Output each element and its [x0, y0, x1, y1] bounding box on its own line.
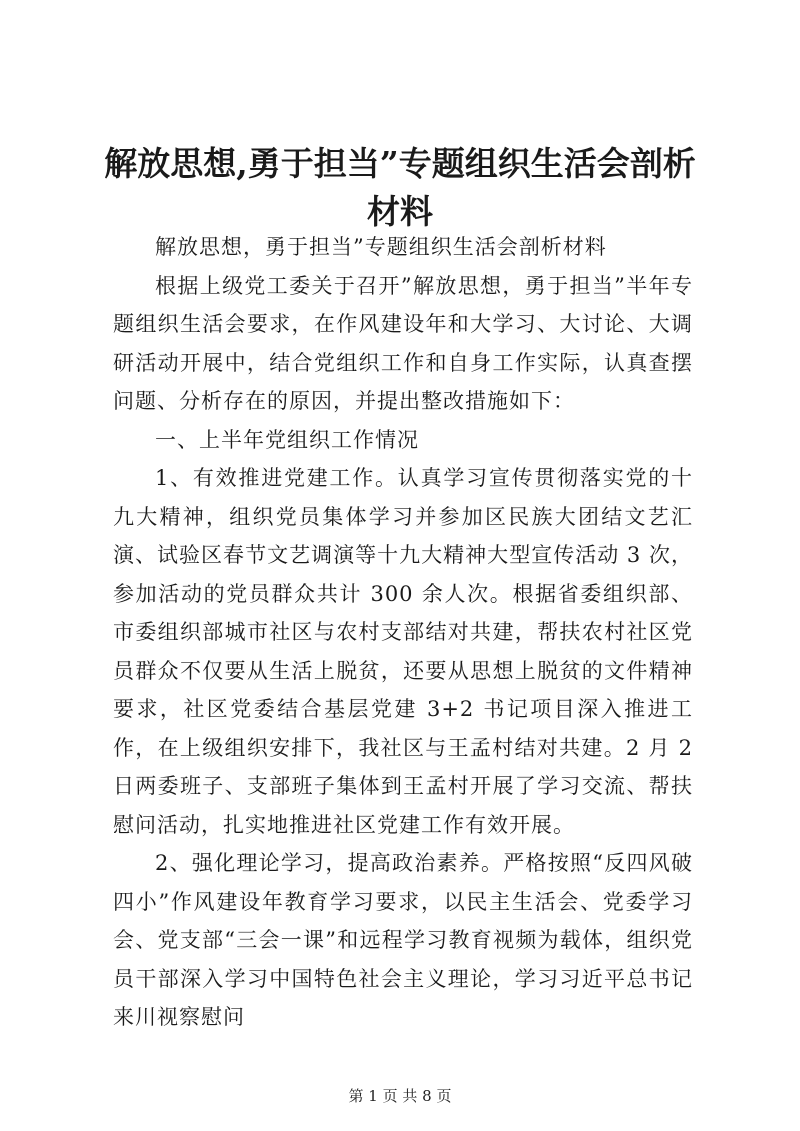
paragraph-item-2: 2、强化理论学习，提高政治素养。严格按照“反四风破四小”作风建设年教育学习要求，以民主生活会、党委学习会、党支部“三会一课”和远程学习教育视频为载体，组织党员干部深入学习中国特色社会主义理论，学习习近平总书记来川视察慰问: [113, 851, 693, 1029]
paragraph-intro: 根据上级党工委关于召开”解放思想，勇于担当”半年专题组织生活会要求，在作风建设年和大学习、大讨论、大调研活动开展中，结合党组织工作和自身工作实际，认真查摆问题、分析存在的原因，并提出整改措施如下：: [113, 273, 693, 413]
document-body: [113, 228, 693, 1037]
paragraph-item-1: 1、有效推进党建工作。认真学习宣传贯彻落实党的十九大精神，组织党员集体学习并参加区民族大团结文艺汇演、试验区春节文艺调演等十九大精神大型宣传活动 3 次，参加活动的党员群众共计 300 余人次。根据省委组织部、市委组织部城市社区与农村支部结对共建，帮扶农村社区党员群众不仅要从生活上脱贫，还要从思想上脱贫的文件精神要求，社区党委结合基层党建 3+2 书记项目深入推进工作，在上级组织安排下，我社区与王孟村结对共建。2 月 2 日两委班子、支部班子集体到王孟村开展了学习交流、帮扶慰问活动，扎实地推进社区党建工作有效开展。: [113, 466, 693, 837]
page-footer: [0, 1085, 800, 1106]
section-heading: 一、上半年党组织工作情况: [155, 427, 419, 452]
document-title: 解放思想,勇于担当”专题组织生活会剖析材料: [104, 144, 696, 231]
page-number: 第 1 页 共 8 页: [348, 1087, 452, 1105]
paragraph-subtitle: 解放思想，勇于担当”专题组织生活会剖析材料: [155, 235, 607, 259]
